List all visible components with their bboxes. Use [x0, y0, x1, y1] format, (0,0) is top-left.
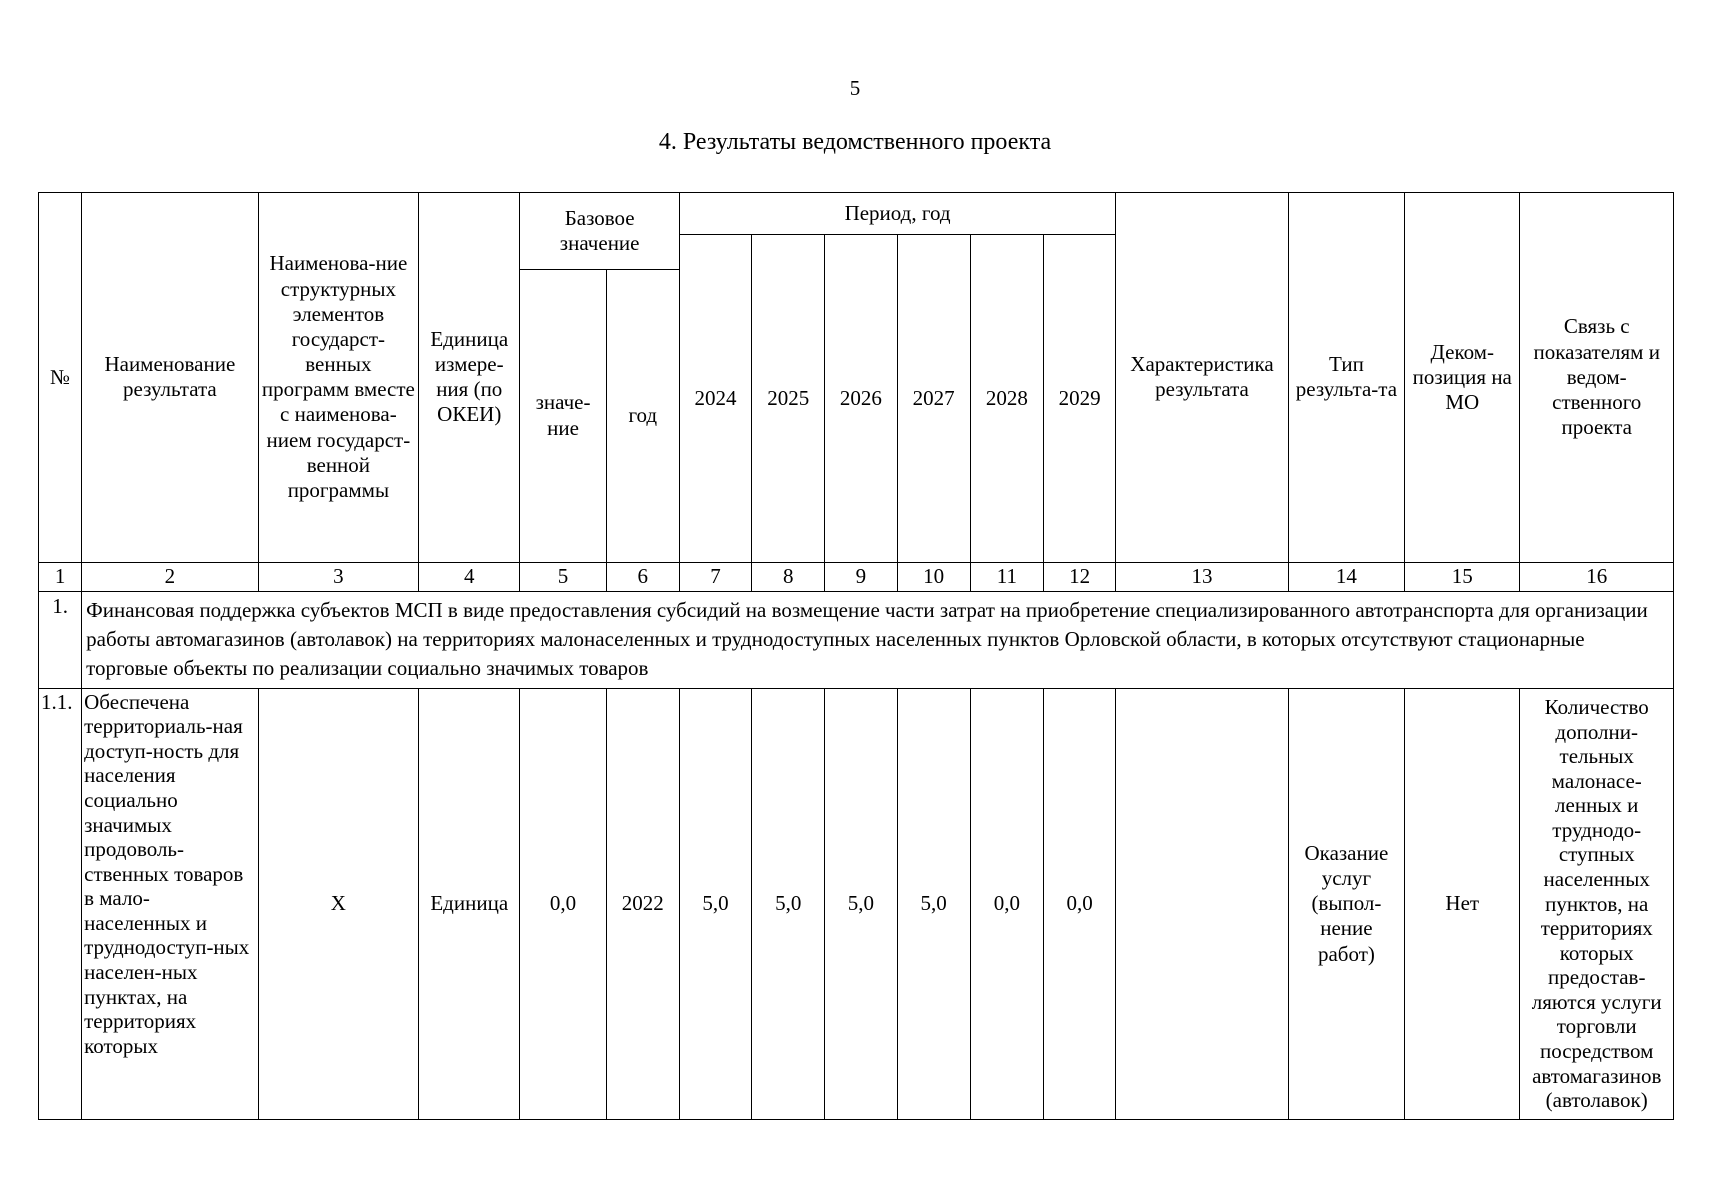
row-value-2027: 5,0	[897, 688, 970, 1119]
row-value-2025: 5,0	[752, 688, 825, 1119]
header-decomposition: Деком-позиция на МО	[1405, 193, 1520, 563]
header-unit: Единица измере-ния (по ОКЕИ)	[419, 193, 520, 563]
header-base-year: год	[606, 269, 679, 562]
row-value-2026: 5,0	[825, 688, 897, 1119]
row-result-name: Обеспечена территориаль-ная доступ-ность для населения социально значимых продоволь-ственных товаров в мало-населенных и труднодоступ-ных населен-ных пунктах, на территориях которых	[82, 688, 259, 1119]
section-no: 1.	[39, 591, 82, 688]
header-period: Период, год	[679, 193, 1115, 235]
header-row-1	[39, 193, 1674, 235]
header-struct-elements: Наименова-ние структурных элементов государст-венных программ вместе с наименова-нием государст-венной программы	[258, 193, 418, 563]
column-numbers-row	[39, 562, 1674, 591]
col-num: 4	[419, 562, 520, 591]
header-year-2029: 2029	[1043, 235, 1115, 562]
row-value-2028: 0,0	[970, 688, 1043, 1119]
header-result-type: Тип результа-та	[1288, 193, 1404, 563]
row-value-2024: 5,0	[679, 688, 751, 1119]
page-number: 5	[849, 76, 861, 100]
row-decomposition: Нет	[1405, 688, 1520, 1119]
col-num: 10	[897, 562, 970, 591]
header-base-val: значе-ние	[520, 269, 606, 562]
col-num: 5	[520, 562, 606, 591]
col-num: 16	[1520, 562, 1674, 591]
row-characteristic	[1116, 688, 1289, 1119]
row-unit: Единица	[419, 688, 520, 1119]
row-value-2029: 0,0	[1043, 688, 1115, 1119]
header-year-2025: 2025	[752, 235, 825, 562]
header-year-2026: 2026	[825, 235, 897, 562]
section-text: Финансовая поддержка субъектов МСП в виде предоставления субсидий на возмещение части затрат на приобретение специализированного автотранспорта для организации работы автомагазинов (автолавок) на территориях малонаселенных и труднодоступных населенных пунктов Орловской области, в которых отсутствуют стационарные торговые объекты по реализации социально значимых товаров	[82, 591, 1674, 688]
row-base-year: 2022	[606, 688, 679, 1119]
col-num: 6	[606, 562, 679, 591]
page-title: 4. Результаты ведомственного проекта	[658, 129, 1052, 155]
col-num: 7	[679, 562, 751, 591]
col-num: 13	[1116, 562, 1289, 591]
row-struct: X	[258, 688, 418, 1119]
header-relation: Связь с показателям и ведом-ственного проекта	[1520, 193, 1674, 563]
col-num: 2	[82, 562, 259, 591]
col-num: 9	[825, 562, 897, 591]
row-no: 1.1.	[39, 688, 82, 1119]
header-base-value: Базовое значение	[520, 193, 679, 270]
col-num: 12	[1043, 562, 1115, 591]
header-year-2028: 2028	[970, 235, 1043, 562]
header-characteristic: Характеристика результата	[1116, 193, 1289, 563]
header-year-2027: 2027	[897, 235, 970, 562]
row-relation: Количество дополни-тельных малонасе-ленных и труднодо-ступных населенных пунктов, на территориях которых предостав-ляются услуги торговли посредством автомагазинов (автолавок)	[1520, 688, 1674, 1119]
col-num: 14	[1288, 562, 1404, 591]
col-num: 15	[1405, 562, 1520, 591]
header-no: №	[39, 193, 82, 563]
col-num: 3	[258, 562, 418, 591]
col-num: 11	[970, 562, 1043, 591]
col-num: 1	[39, 562, 82, 591]
header-year-2024: 2024	[679, 235, 751, 562]
row-type: Оказание услуг (выпол-нение работ)	[1288, 688, 1404, 1119]
col-num: 8	[752, 562, 825, 591]
row-base-value: 0,0	[520, 688, 606, 1119]
results-table	[38, 192, 1674, 1120]
section-row	[39, 591, 1674, 688]
table-row	[39, 688, 1674, 1119]
header-result-name: Наименование результата	[82, 193, 259, 563]
